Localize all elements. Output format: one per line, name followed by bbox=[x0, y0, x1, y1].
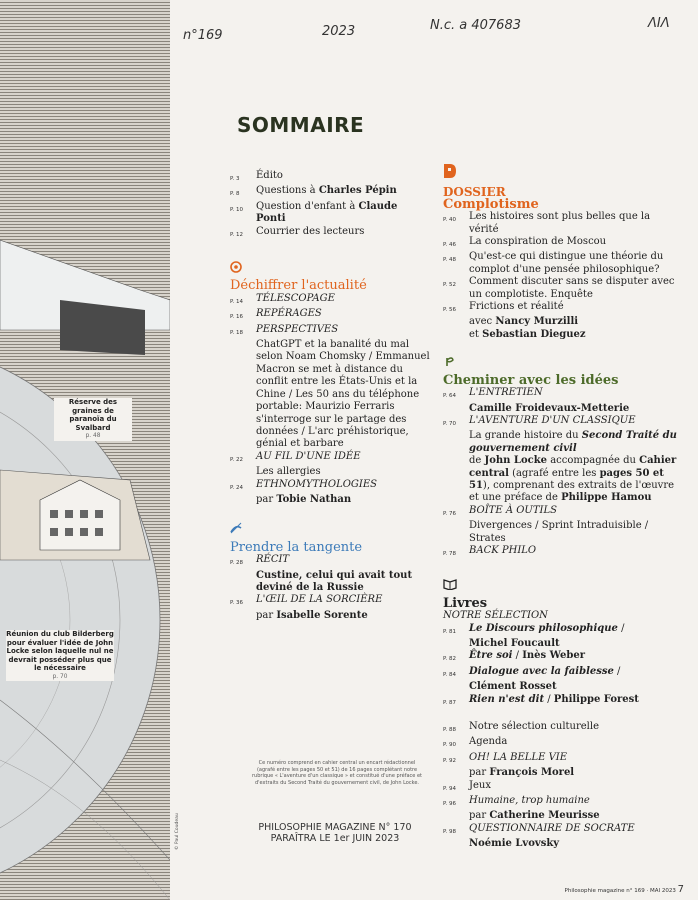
entry-text bbox=[256, 466, 430, 478]
page-ref bbox=[230, 339, 256, 451]
toc-entry bbox=[443, 505, 678, 520]
entry-plain: / bbox=[512, 650, 523, 662]
entry-plain: accompagnée du bbox=[547, 455, 640, 467]
toc-entry bbox=[443, 650, 678, 665]
page-ref bbox=[230, 494, 256, 506]
entry-text bbox=[469, 694, 678, 709]
entry-bold: Cahier central bbox=[469, 455, 677, 479]
page-ref: P. 96 bbox=[443, 801, 456, 808]
toc-entry bbox=[443, 430, 678, 455]
entry-text bbox=[469, 301, 678, 316]
page-ref: P. 84 bbox=[443, 671, 456, 678]
dossier-d-icon bbox=[443, 163, 457, 179]
entry-rubric: RÉCIT bbox=[256, 554, 290, 566]
section-items bbox=[443, 211, 678, 341]
entry-rubric: OH! LA BELLE VIE bbox=[469, 751, 568, 763]
toc-entry bbox=[230, 570, 430, 595]
toc-entry bbox=[443, 251, 678, 276]
entry-text bbox=[469, 430, 678, 455]
toc-entry bbox=[443, 276, 678, 301]
toc-entry bbox=[230, 226, 430, 241]
caption-page: p. 70 bbox=[52, 673, 68, 680]
toc-entry bbox=[443, 316, 678, 328]
page-ref bbox=[230, 570, 256, 595]
caption-text: Réunion du club Bilderberg pour évaluer l'idée de John Locke selon laquelle nul ne devrait posséder plus que le nécessaire bbox=[6, 630, 114, 672]
toc-entry bbox=[230, 324, 430, 339]
entry-plain: / bbox=[617, 622, 625, 634]
page-footer bbox=[565, 884, 684, 895]
entry-plain: (agrafé entre les bbox=[508, 467, 600, 479]
handwritten-year: 2023 bbox=[322, 24, 356, 39]
left-column bbox=[230, 170, 430, 622]
toc-entry bbox=[443, 752, 678, 767]
entry-text bbox=[256, 185, 430, 200]
entry-author: Isabelle Sorente bbox=[276, 609, 368, 621]
toc-entry bbox=[443, 415, 678, 430]
toc-entry bbox=[443, 681, 678, 693]
right-column bbox=[443, 163, 678, 851]
entry-author: Noémie Lvovsky bbox=[469, 838, 560, 850]
entry-author: Custine, celui qui avait tout deviné de la Russie bbox=[256, 569, 413, 593]
page-ref: P. 94 bbox=[443, 785, 456, 792]
caption-svalbard bbox=[54, 398, 132, 441]
entry-author: Nancy Murzilli bbox=[495, 316, 579, 328]
toc-entry bbox=[443, 211, 678, 236]
entry-plain: La conspiration de Moscou bbox=[469, 236, 607, 248]
entry-rubric: QUESTIONNAIRE DE SOCRATE bbox=[469, 822, 635, 834]
page-ref bbox=[443, 316, 469, 328]
page-ref bbox=[230, 466, 256, 478]
entry-author: Claude Ponti bbox=[256, 200, 398, 225]
entry-text bbox=[469, 752, 678, 767]
entry-plain: Courrier des lecteurs bbox=[256, 225, 365, 237]
page-number: 7 bbox=[677, 884, 684, 895]
handwritten-ref: N.c. a 407683 bbox=[430, 18, 521, 33]
toc-entry bbox=[230, 185, 430, 200]
entry-author: Philippe Forest bbox=[553, 693, 639, 705]
entry-text bbox=[469, 415, 678, 430]
photo-credit: © Paul Coudeau bbox=[175, 813, 180, 850]
entry-text bbox=[469, 329, 678, 341]
entry-text bbox=[256, 293, 430, 308]
entry-text bbox=[469, 823, 678, 838]
entry-plain: Jeux bbox=[469, 779, 492, 791]
section-title: Prendre la tangente bbox=[230, 539, 363, 555]
toc-entry bbox=[443, 387, 678, 402]
entry-plain: Question d'enfant à bbox=[256, 200, 359, 212]
entry-text bbox=[469, 666, 678, 681]
entry-work-title: Second Traité du gouvernement civil bbox=[469, 430, 677, 454]
section-items bbox=[230, 554, 430, 622]
page-ref bbox=[443, 810, 469, 822]
toc-entry bbox=[230, 308, 430, 323]
section-subtitle: NOTRE SÉLECTION bbox=[443, 610, 548, 622]
entry-plain: / bbox=[613, 665, 621, 677]
entry-plain: Questions à bbox=[256, 185, 319, 197]
toc-entry bbox=[443, 236, 678, 251]
toc-entry bbox=[443, 721, 678, 736]
section-cheminer bbox=[443, 355, 678, 560]
next-issue-number: PHILOSOPHIE MAGAZINE N° 170 bbox=[258, 822, 412, 833]
entry-rubric: TÉLESCOPAGE bbox=[256, 292, 335, 304]
toc-entry bbox=[443, 823, 678, 838]
entry-plain: avec bbox=[469, 316, 496, 328]
entry-text bbox=[256, 226, 430, 241]
entry-text bbox=[469, 638, 678, 650]
page-ref: P. 52 bbox=[443, 282, 456, 289]
handwritten-issue: n°169 bbox=[183, 28, 223, 43]
entry-rubric: L'ENTRETIEN bbox=[469, 387, 543, 399]
handwritten-mark: ΛΙΛ bbox=[648, 16, 670, 31]
entry-text bbox=[469, 236, 678, 251]
toc-entry bbox=[443, 301, 678, 316]
entry-text bbox=[256, 479, 430, 494]
entry-text bbox=[469, 623, 678, 638]
entry-rubric: BACK PHILO bbox=[469, 544, 537, 556]
entry-text bbox=[469, 387, 678, 402]
entry-plain: Divergences / Sprint Intraduisible / Strates bbox=[469, 520, 649, 544]
page-ref bbox=[443, 838, 469, 850]
toc-entry bbox=[443, 623, 678, 638]
entry-text bbox=[256, 170, 430, 185]
entry-plain: Qu'est-ce qui distingue une théorie du complot d'une pensée philosophique? bbox=[469, 251, 664, 275]
entry-plain: / bbox=[544, 693, 554, 705]
footer-text: Philosophie magazine n° 169 · MAI 2023 bbox=[564, 888, 676, 894]
toc-entry bbox=[230, 293, 430, 308]
page-ref bbox=[443, 329, 469, 341]
entry-author: John Locke bbox=[484, 455, 548, 467]
page-ref: P. 88 bbox=[443, 727, 456, 734]
entry-text bbox=[469, 276, 678, 301]
page-ref bbox=[443, 638, 469, 650]
entry-author: Catherine Meurisse bbox=[489, 810, 600, 822]
caption-bilderberg bbox=[6, 630, 114, 681]
page-title: SOMMAIRE bbox=[237, 113, 365, 137]
toc-entry bbox=[443, 780, 678, 795]
entry-plain: Comment discuter sans se disputer avec un complotiste. Enquête bbox=[469, 276, 675, 300]
page-ref: P. 16 bbox=[230, 314, 243, 321]
entry-book-title: Le Discours philosophique bbox=[469, 622, 618, 634]
page-ref bbox=[443, 455, 469, 505]
page-ref: P. 70 bbox=[443, 420, 456, 427]
entry-text bbox=[469, 211, 678, 236]
entry-text bbox=[469, 520, 678, 545]
page-ref: P. 18 bbox=[230, 329, 243, 336]
top-items bbox=[230, 170, 430, 241]
page-ref: P. 10 bbox=[230, 206, 243, 213]
entry-text bbox=[469, 838, 678, 850]
bottom-items bbox=[443, 721, 678, 851]
page-ref: P. 98 bbox=[443, 828, 456, 835]
section-items bbox=[443, 387, 678, 560]
entry-rubric: BOÎTE À OUTILS bbox=[469, 504, 557, 516]
toc-entry bbox=[443, 767, 678, 779]
page-ref: P. 8 bbox=[230, 191, 240, 198]
toc-entry bbox=[230, 451, 430, 466]
entry-author: François Morel bbox=[489, 767, 575, 779]
entry-text bbox=[469, 767, 678, 779]
entry-text bbox=[469, 545, 678, 560]
entry-book-title: Rien n'est dit bbox=[469, 693, 545, 705]
toc-entry bbox=[230, 594, 430, 609]
entry-plain: par bbox=[256, 493, 277, 505]
entry-rubric: ETHNOMYTHOLOGIES bbox=[256, 478, 377, 490]
entry-text bbox=[469, 505, 678, 520]
entry-plain: ChatGPT et la banalité du mal selon Noam Chomsky / Emmanuel Macron se met à distance du conflit entre les États-Unis et la Chine / Les 50 ans du téléphone portable: Maurizio Ferraris s'interroge sur le partage des données / L'arc préhistorique, génial et barbare bbox=[256, 339, 430, 450]
page-ref: P. 64 bbox=[443, 393, 456, 400]
toc-entry bbox=[443, 736, 678, 751]
page-ref: P. 12 bbox=[230, 231, 243, 238]
toc-entry bbox=[443, 329, 678, 341]
page-ref: P. 78 bbox=[443, 550, 456, 557]
entry-rubric: L'AVENTURE D'UN CLASSIQUE bbox=[469, 414, 636, 426]
entry-author: Philippe Hamou bbox=[561, 492, 652, 504]
section-subtitle: Complotisme bbox=[443, 196, 539, 212]
entry-text bbox=[469, 316, 678, 328]
toc-entry bbox=[443, 545, 678, 560]
section-title: Cheminer avec les idées bbox=[443, 372, 619, 388]
toc-entry bbox=[230, 610, 430, 622]
entry-plain: Les allergies bbox=[256, 466, 321, 478]
entry-text bbox=[469, 736, 678, 751]
caption-text: Réserve des graines de paranoïa du Svalbard bbox=[68, 398, 118, 432]
toc-entry bbox=[443, 455, 678, 505]
entry-plain: La grande histoire du bbox=[469, 430, 582, 442]
entry-plain: de bbox=[469, 455, 485, 467]
section-dechiffrer bbox=[230, 261, 430, 506]
toc-entry bbox=[443, 403, 678, 415]
section-title: Déchiffrer l'actualité bbox=[230, 278, 367, 294]
page-ref bbox=[443, 681, 469, 693]
entry-plain: par bbox=[469, 767, 490, 779]
page-ref: P. 46 bbox=[443, 242, 456, 249]
page-ref: P. 48 bbox=[443, 257, 456, 264]
book-icon bbox=[443, 578, 457, 590]
next-issue-date: PARAÎTRA LE 1er JUIN 2023 bbox=[270, 833, 400, 844]
entry-rubric: AU FIL D'UNE IDÉE bbox=[256, 450, 361, 462]
page-ref: P. 28 bbox=[230, 560, 243, 567]
entry-text bbox=[256, 554, 430, 569]
toc-entry bbox=[230, 494, 430, 506]
entry-plain: Les histoires sont plus belles que la vérité bbox=[469, 211, 651, 235]
page-ref: P. 90 bbox=[443, 742, 456, 749]
toc-entry bbox=[230, 170, 430, 185]
page-ref: P. 40 bbox=[443, 217, 456, 224]
toc-entry bbox=[443, 795, 678, 810]
entry-bold: pages 50 et 51 bbox=[469, 467, 664, 491]
section-items bbox=[443, 623, 678, 709]
entry-text bbox=[469, 681, 678, 693]
page-ref: P. 81 bbox=[443, 628, 456, 635]
entry-plain: Notre sélection culturelle bbox=[469, 721, 599, 733]
entry-text bbox=[469, 455, 678, 505]
page-ref: P. 22 bbox=[230, 456, 243, 463]
toc-entry bbox=[443, 520, 678, 545]
entry-text bbox=[256, 494, 430, 506]
section-items bbox=[230, 293, 430, 507]
page-ref: P. 76 bbox=[443, 510, 456, 517]
page-ref: P. 36 bbox=[230, 600, 243, 607]
sprout-icon bbox=[443, 355, 455, 367]
entry-text bbox=[469, 780, 678, 795]
entry-author: Sebastian Dieguez bbox=[482, 328, 586, 340]
left-illustration bbox=[0, 0, 170, 900]
toc-entry bbox=[230, 479, 430, 494]
entry-text bbox=[469, 795, 678, 810]
toc-entry bbox=[230, 201, 430, 226]
entry-plain: par bbox=[256, 609, 277, 621]
entry-book-title: Dialogue avec la faiblesse bbox=[469, 665, 614, 677]
section-title: DOSSIER bbox=[443, 185, 506, 200]
page-ref: P. 92 bbox=[443, 757, 456, 764]
entry-text bbox=[256, 324, 430, 339]
page-ref: P. 24 bbox=[230, 484, 243, 491]
next-issue bbox=[240, 822, 430, 844]
page-ref: P. 56 bbox=[443, 307, 456, 314]
tangent-icon bbox=[230, 522, 242, 534]
toc-entry bbox=[230, 339, 430, 451]
page-ref bbox=[443, 430, 469, 455]
entry-plain: Agenda bbox=[469, 736, 508, 748]
entry-author: Tobie Nathan bbox=[276, 493, 352, 505]
page-ref bbox=[443, 403, 469, 415]
entry-author: Michel Foucault bbox=[469, 638, 560, 649]
section-livres bbox=[443, 578, 678, 709]
toc-entry bbox=[443, 694, 678, 709]
entry-rubric: REPÉRAGES bbox=[256, 308, 322, 320]
entry-text bbox=[256, 451, 430, 466]
section-tangente bbox=[230, 522, 430, 622]
toc-entry bbox=[230, 466, 430, 478]
page-ref bbox=[443, 520, 469, 545]
page-ref bbox=[230, 610, 256, 622]
entry-text bbox=[469, 650, 678, 665]
entry-text bbox=[469, 251, 678, 276]
toc-entry bbox=[230, 554, 430, 569]
target-icon bbox=[230, 261, 242, 273]
entry-rubric: PERSPECTIVES bbox=[256, 323, 339, 335]
entry-plain: Édito bbox=[256, 170, 283, 181]
page-ref: P. 82 bbox=[443, 656, 456, 663]
toc-entry bbox=[443, 810, 678, 822]
entry-rubric: L'ŒIL DE LA SORCIÈRE bbox=[256, 594, 383, 606]
entry-author: Clément Rosset bbox=[469, 681, 557, 693]
entry-text bbox=[256, 201, 430, 226]
entry-book-title: Être soi bbox=[469, 650, 513, 662]
entry-text bbox=[469, 403, 678, 415]
entry-plain: ), comprenant des extraits de l'œuvre et une préface de bbox=[469, 479, 675, 504]
toc-entry bbox=[443, 638, 678, 650]
entry-plain: par bbox=[469, 810, 490, 822]
toc-entry bbox=[443, 666, 678, 681]
entry-plain: et bbox=[469, 328, 483, 340]
entry-text bbox=[256, 594, 430, 609]
page-ref: P. 87 bbox=[443, 699, 456, 706]
insert-note: Ce numéro comprend en cahier central un encart rédactionnel (agrafé entre les pages 50 et 51) de 16 pages complétant notre rubrique « L'aventure d'un classique » et constitué d'une préface et d'extraits du Second Traité du gouvernement civil, de John Locke. bbox=[252, 760, 422, 786]
entry-text bbox=[469, 810, 678, 822]
page-ref: P. 3 bbox=[230, 176, 240, 182]
section-dossier bbox=[443, 163, 678, 341]
entry-author: Charles Pépin bbox=[318, 185, 397, 197]
section-title: Livres bbox=[443, 595, 488, 611]
entry-plain: Frictions et réalité bbox=[469, 301, 564, 313]
entry-rubric: Humaine, trop humaine bbox=[469, 795, 590, 807]
page-ref bbox=[443, 767, 469, 779]
entry-author: Inès Weber bbox=[522, 650, 586, 662]
entry-text bbox=[256, 339, 430, 451]
entry-text bbox=[256, 308, 430, 323]
caption-page: p. 48 bbox=[85, 433, 101, 439]
entry-text bbox=[256, 570, 430, 595]
entry-text bbox=[469, 721, 678, 736]
page-ref: P. 14 bbox=[230, 298, 243, 305]
entry-author: Camille Froidevaux-Metterie bbox=[469, 402, 630, 414]
entry-text bbox=[256, 610, 430, 622]
toc-entry bbox=[443, 838, 678, 850]
